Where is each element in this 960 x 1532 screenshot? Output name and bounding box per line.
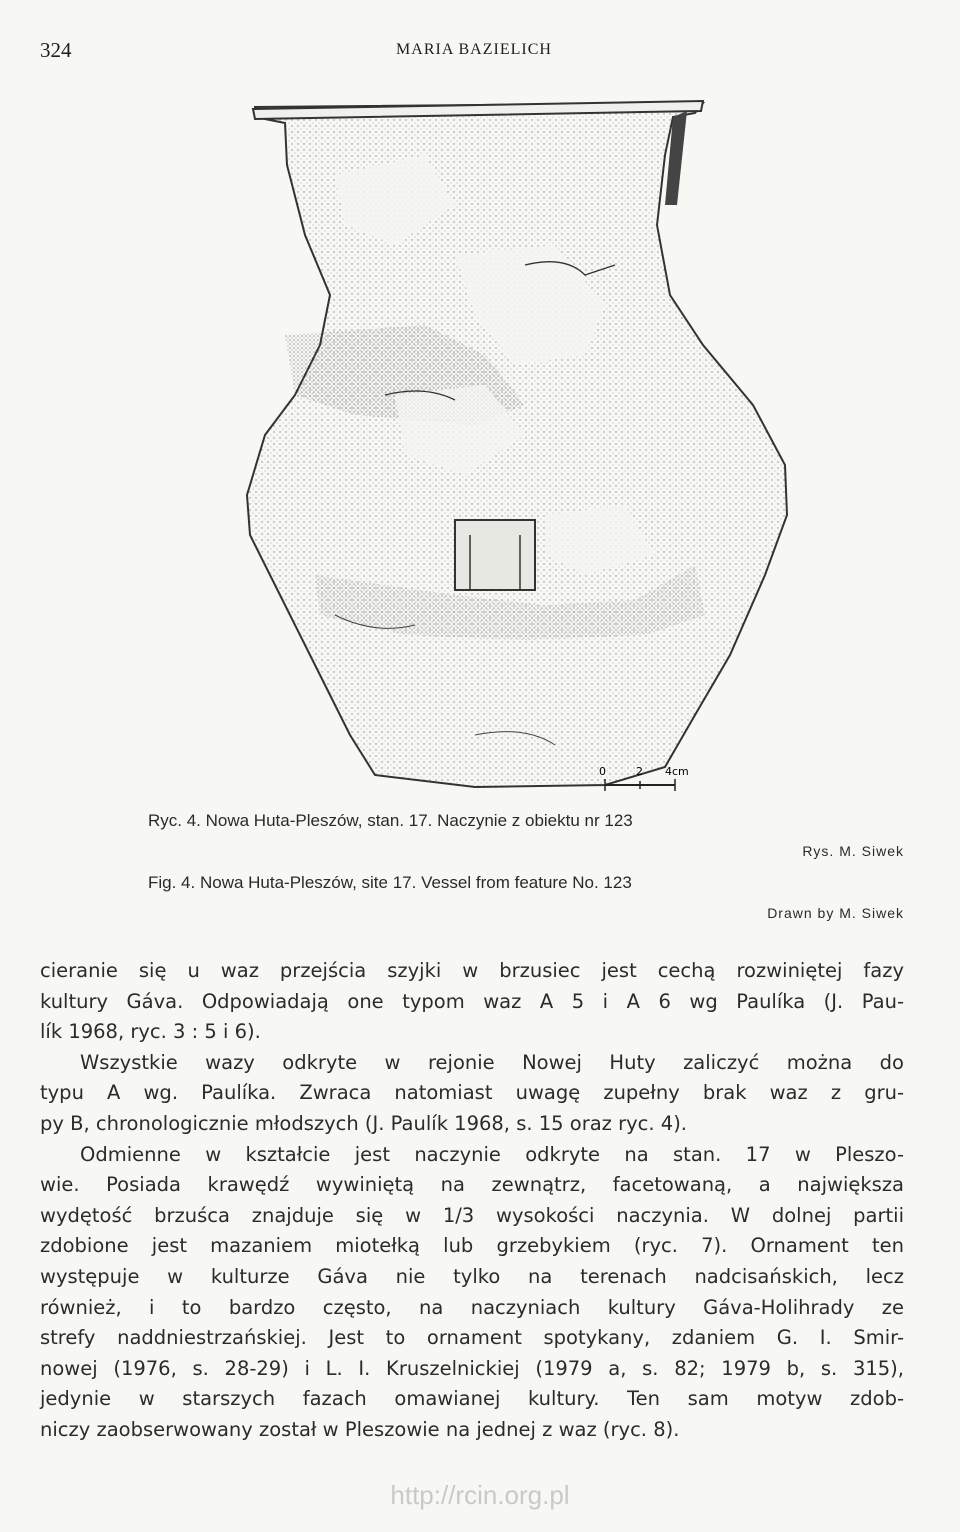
vessel-illustration xyxy=(225,95,815,805)
figure-credit-pl: Rys. M. Siwek xyxy=(802,843,904,859)
body-line: niczy zaobserwowany został w Pleszowie na jednej z waz (ryc. 8). xyxy=(40,1417,680,1441)
body-line: py B, chronologicznie młodszych (J. Paulík 1968, s. 15 oraz ryc. 4). xyxy=(40,1111,687,1135)
body-line: nowej (1976, s. 28-29) i L. I. Kruszelnickiej (1979 a, s. 82; 1979 b, s. 315), xyxy=(40,1356,904,1380)
figure-caption-en: Fig. 4. Nowa Huta-Pleszów, site 17. Vessel from feature No. 123 xyxy=(148,873,632,892)
body-line: kultury Gáva. Odpowiadają one typom waz A 5 i A 6 wg Paulíka (J. Pau- xyxy=(40,989,904,1013)
body-line: Odmienne w kształcie jest naczynie odkryte na stan. 17 w Pleszo- xyxy=(80,1142,904,1166)
figure-credit-en: Drawn by M. Siwek xyxy=(767,905,904,921)
body-line: występuje w kulturze Gáva nie tylko na terenach nadcisańskich, lecz xyxy=(40,1264,904,1288)
body-line: strefy naddniestrzańskiej. Jest to ornament spotykany, zdaniem G. I. Smir- xyxy=(40,1326,904,1350)
scale-label-4cm: 4cm xyxy=(665,765,689,778)
scale-label-2: 2 xyxy=(636,765,643,778)
watermark: http://rcin.org.pl xyxy=(390,1480,570,1510)
scale-label-0: 0 xyxy=(599,765,606,778)
page-header xyxy=(40,38,908,68)
body-line: lík 1968, ryc. 3 : 5 i 6). xyxy=(40,1020,261,1044)
vessel-outline xyxy=(247,103,787,787)
body-text xyxy=(40,956,904,1446)
page-number: 324 xyxy=(40,38,72,62)
body-line: typu A wg. Paulíka. Zwraca natomiast uwagę zupełny brak waz z gru- xyxy=(40,1081,904,1105)
body-line: również, i to bardzo często, na naczyniach kultury Gáva-Holihrady ze xyxy=(40,1295,904,1319)
body-line: cieranie się u waz przejścia szyjki w brzusiec jest cechą rozwiniętej fazy xyxy=(40,959,904,982)
body-line: wydętość brzuśca znajduje się w 1/3 wysokości naczynia. W dolnej partii xyxy=(40,1203,904,1227)
body-line: jedynie w starszych fazach omawianej kultury. Ten sam motyw zdob- xyxy=(40,1387,904,1411)
figure-caption-pl: Ryc. 4. Nowa Huta-Pleszów, stan. 17. Naczynie z obiektu nr 123 xyxy=(148,811,633,830)
body-line: wie. Posiada krawędź wywiniętą na zewnątrz, facetowaną, a największa xyxy=(40,1173,904,1197)
vessel-drawing xyxy=(225,95,815,805)
running-head: MARIA BAZIELICH xyxy=(396,41,552,58)
body-line: Wszystkie wazy odkryte w rejonie Nowej Huty zaliczyć można do xyxy=(80,1050,904,1074)
body-line: zdobione jest mazaniem miotełką lub grzebykiem (ryc. 7). Ornament ten xyxy=(40,1234,904,1258)
